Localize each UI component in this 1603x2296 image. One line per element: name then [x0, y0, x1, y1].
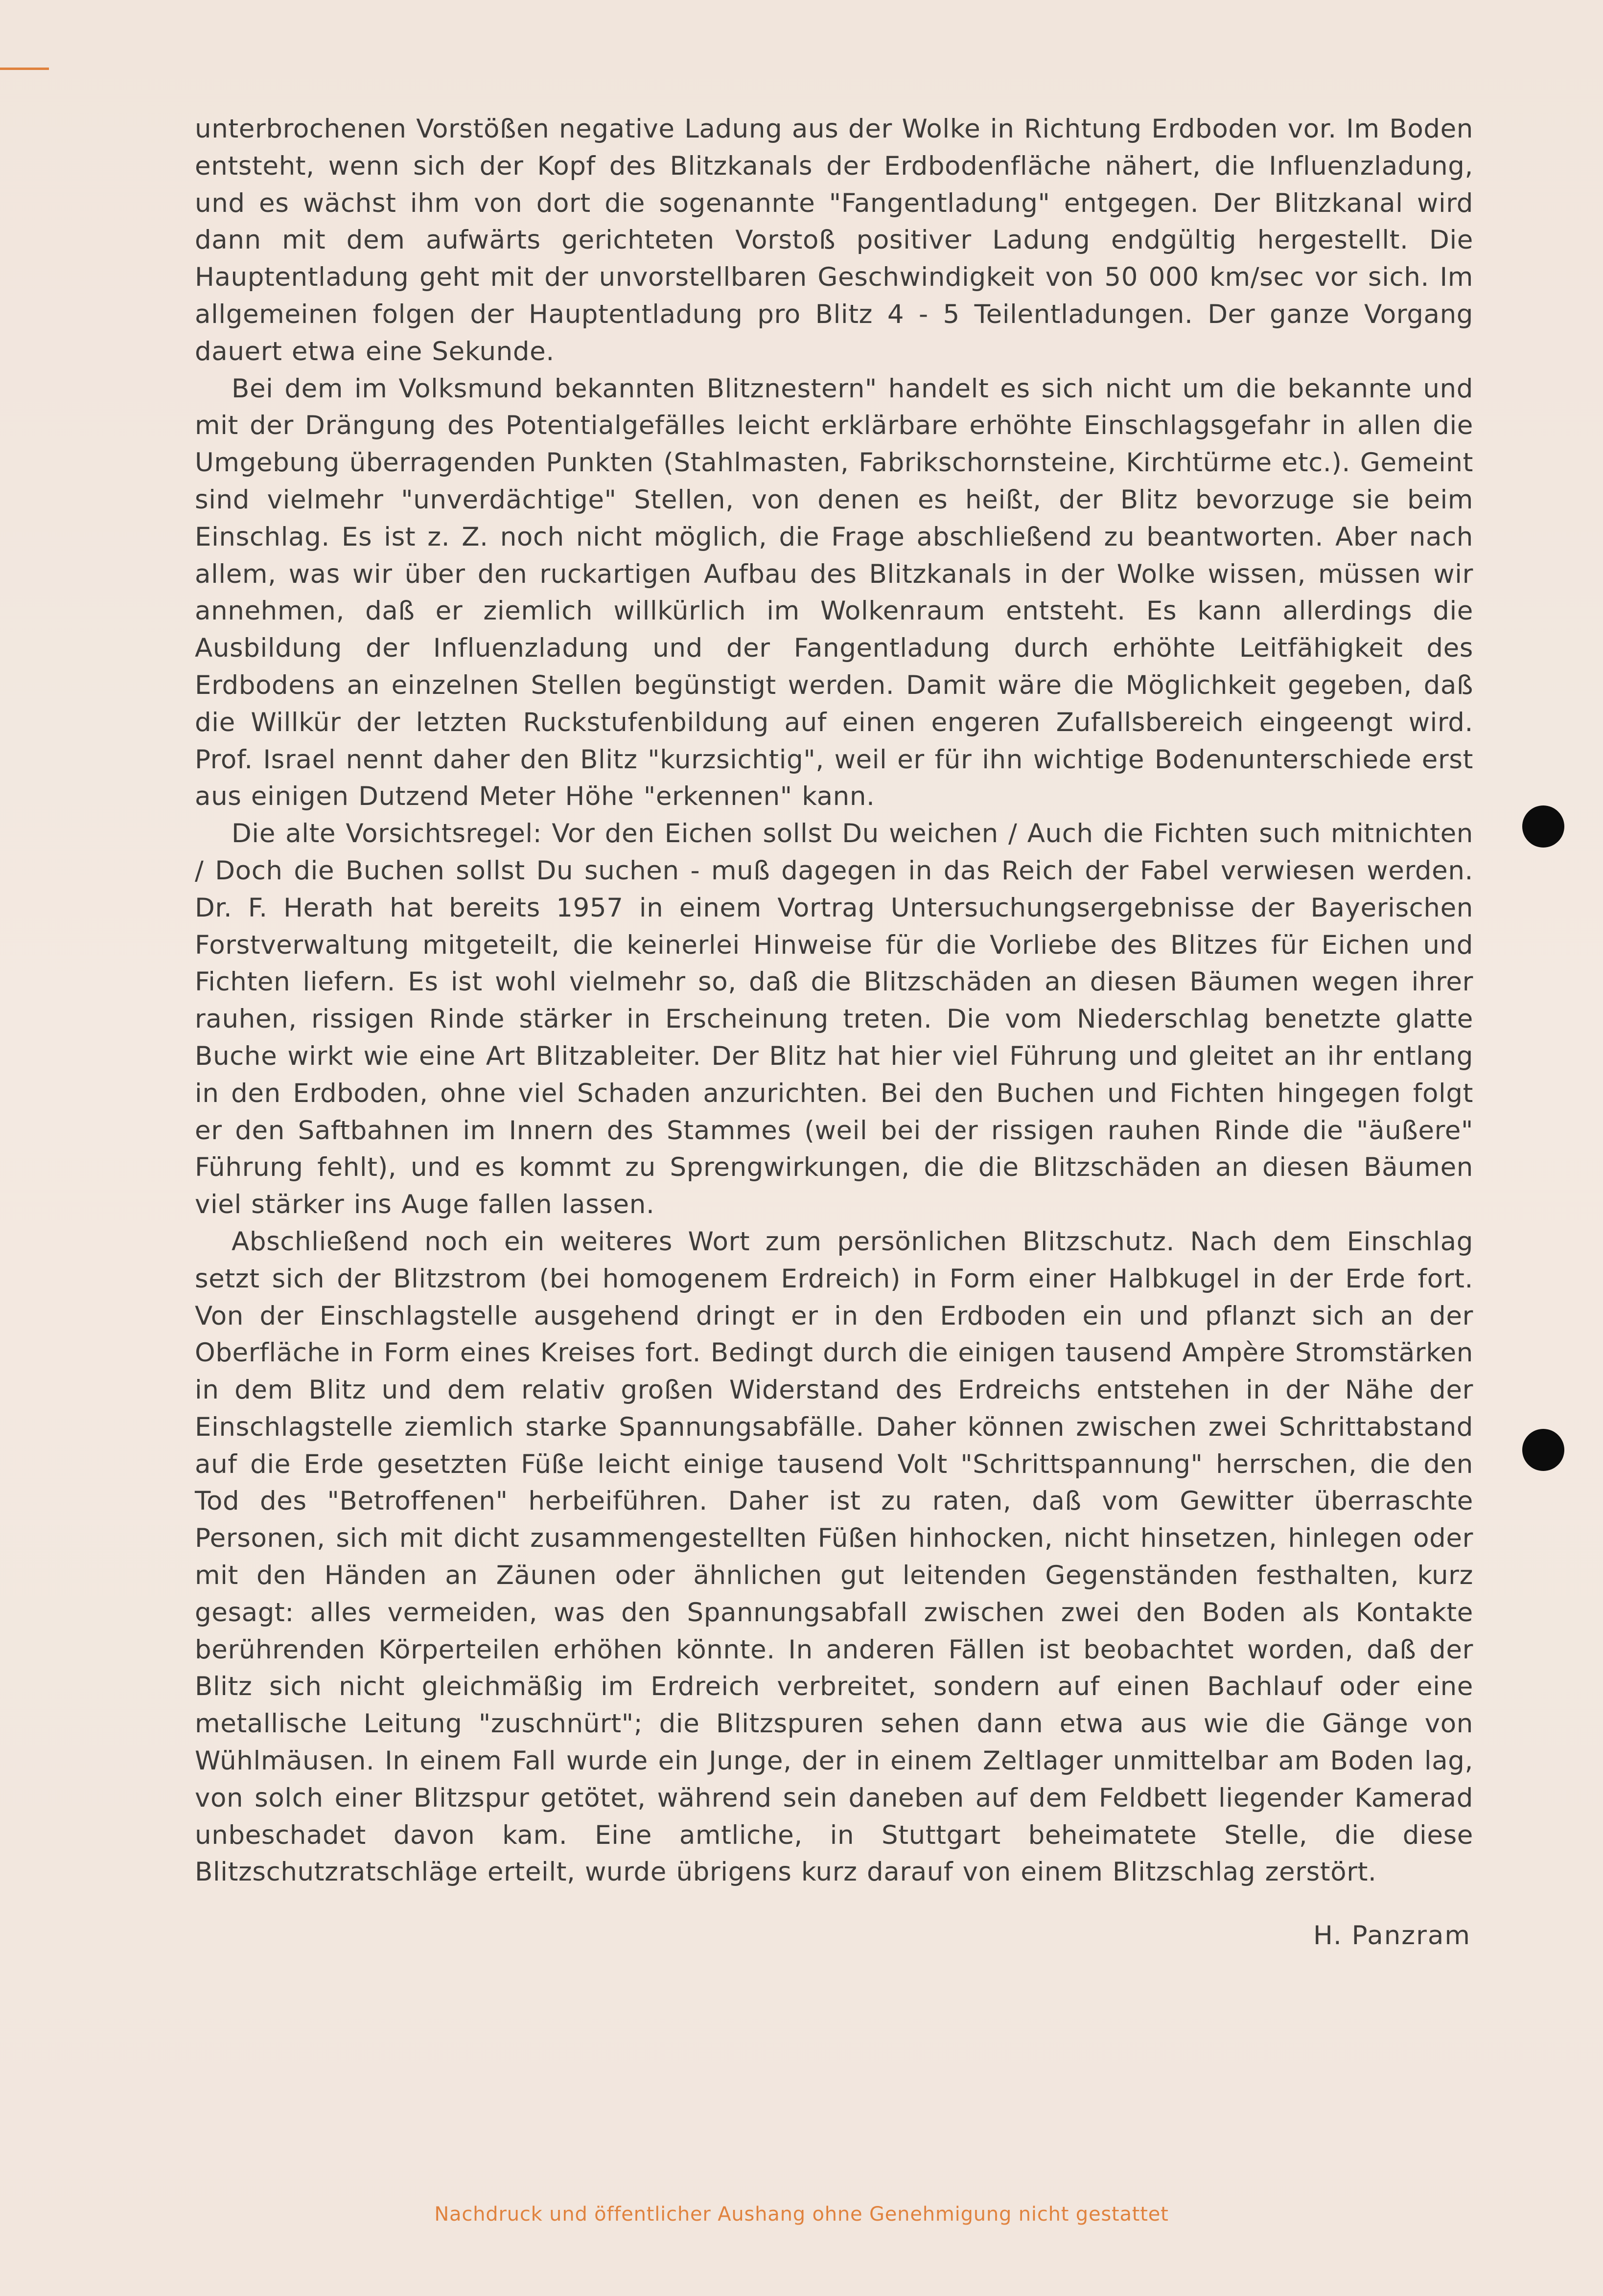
article-body — [195, 111, 1473, 1891]
paragraph-lightning-formation: unterbrochenen Vorstößen negative Ladung aus der Wolke in Richtung Erdboden vor. Im Boden entsteht, wenn sich der Kopf des Blitzkanals der Erdbodenfläche nähert, die Influenzladung, und es wächst ihm von dort die sogenannte "Fangentladung" entgegen. Der Blitzkanal wird dann mit dem aufwärts gerichteten Vorstoß positiver Ladung endgültig hergestellt. Die Hauptentladung geht mit der unvorstellbaren Geschwindigkeit von 50 000 km/sec vor sich. Im allgemeinen folgen der Hauptentladung pro Blitz 4 - 5 Teilentladungen. Der ganze Vorgang dauert etwa eine Sekunde. — [195, 114, 1473, 367]
reprint-notice: Nachdruck und öffentlicher Aushang ohne Genehmigung nicht gestattet — [434, 2203, 1169, 2226]
punch-hole-upper — [1522, 805, 1564, 848]
paragraph-personal-protection: Abschließend noch ein weiteres Wort zum persönlichen Blitzschutz. Nach dem Einschlag setzt sich der Blitzstrom (bei homogenem Erdreich) in Form einer Halbkugel in der Erde fort. Von der Einschlagstelle ausgehend dringt er in den Erdboden ein und pflanzt sich an der Oberfläche in Form eines Kreises fort. Bedingt durch die einigen tausend Ampère Stromstärken in dem Blitz und dem relativ großen Widerstand des Erdreichs entstehen in der Nähe der Einschlagstelle ziemlich starke Spannungsabfälle. Daher können zwischen zwei Schrittabstand auf die Erde gesetzten Füße leicht einige tausend Volt "Schrittspannung" herrschen, die den Tod des "Betroffenen" herbeiführen. Daher ist zu raten, daß vom Gewitter überraschte Personen, sich mit dicht zusammengestellten Füßen hinhocken, nicht hinsetzen, hinlegen oder mit den Händen an Zäunen oder ähnlichen gut leitenden Gegenständen festhalten, kurz gesagt: alles vermeiden, was den Spannungsabfall zwischen zwei den Boden als Kontakte berührenden Körperteilen erhöhen könnte. In anderen Fällen ist beobachtet worden, daß der Blitz sich nicht gleichmäßig im Erdreich verbreitet, sondern auf einen Bachlauf oder eine metallische Leitung "zuschnürt"; die Blitzspuren sehen dann etwa aus wie die Gänge von Wühlmäusen. In einem Fall wurde ein Junge, der in einem Zeltlager unmittelbar am Boden lag, von solch einer Blitzspur getötet, während sein daneben auf dem Feldbett liegender Kamerad unbeschadet davon kam. Eine amtliche, in Stuttgart beheimatete Stelle, die diese Blitzschutzratschläge erteilt, wurde übrigens kurz darauf von einem Blitzschlag zerstört. — [195, 1226, 1473, 1887]
fold-mark — [0, 68, 49, 70]
paragraph-tree-rule: Die alte Vorsichtsregel: Vor den Eichen sollst Du weichen / Auch die Fichten such mitnichten / Doch die Buchen sollst Du suchen - muß dagegen in das Reich der Fabel verwiesen werden. Dr. F. Herath hat bereits 1957 in einem Vortrag Untersuchungsergebnisse der Bayerischen Forstverwaltung mitgeteilt, die keinerlei Hinweise für die Vorliebe des Blitzes für Eichen und Fichten liefern. Es ist wohl vielmehr so, daß die Blitzschäden an diesen Bäumen wegen ihrer rauhen, rissigen Rinde stärker in Erscheinung treten. Die vom Niederschlag benetzte glatte Buche wirkt wie eine Art Blitzableiter. Der Blitz hat hier viel Führung und gleitet an ihr entlang in den Erdboden, ohne viel Schaden anzurichten. Bei den Buchen und Fichten hingegen folgt er den Saftbahnen im Innern des Stammes (weil bei der rissigen rauhen Rinde die "äußere" Führung fehlt), und es kommt zu Sprengwirkungen, die die Blitzschäden an diesen Bäumen viel stärker ins Auge fallen lassen. — [195, 819, 1473, 1220]
paragraph-lightning-nests: Bei dem im Volksmund bekannten Blitznestern" handelt es sich nicht um die bekannte und mit der Drängung des Potentialgefälles leicht erklärbare erhöhte Einschlagsgefahr in allen die Umgebung überragenden Punkten (Stahlmasten, Fabrikschornsteine, Kirchtürme etc.). Gemeint sind vielmehr "unverdächtige" Stellen, von denen es heißt, der Blitz bevorzuge sie beim Einschlag. Es ist z. Z. noch nicht möglich, die Frage abschließend zu beantworten. Aber nach allem, was wir über den ruckartigen Aufbau des Blitzkanals in der Wolke wissen, müssen wir annehmen, daß er ziemlich willkürlich im Wolkenraum entsteht. Es kann allerdings die Ausbildung der Influenzladung und der Fangentladung durch erhöhte Leitfähigkeit des Erdbodens an einzelnen Stellen begünstigt werden. Damit wäre die Möglichkeit gegeben, daß die Willkür der letzten Ruckstufenbildung auf einen engeren Zufallsbereich eingeengt wird. Prof. Israel nennt daher den Blitz "kurzsichtig", weil er für ihn wichtige Bodenunterschiede erst aus einigen Dutzend Meter Höhe "erkennen" kann. — [195, 373, 1473, 812]
punch-hole-lower — [1522, 1429, 1564, 1471]
author-signature: H. Panzram — [1313, 1921, 1471, 1951]
